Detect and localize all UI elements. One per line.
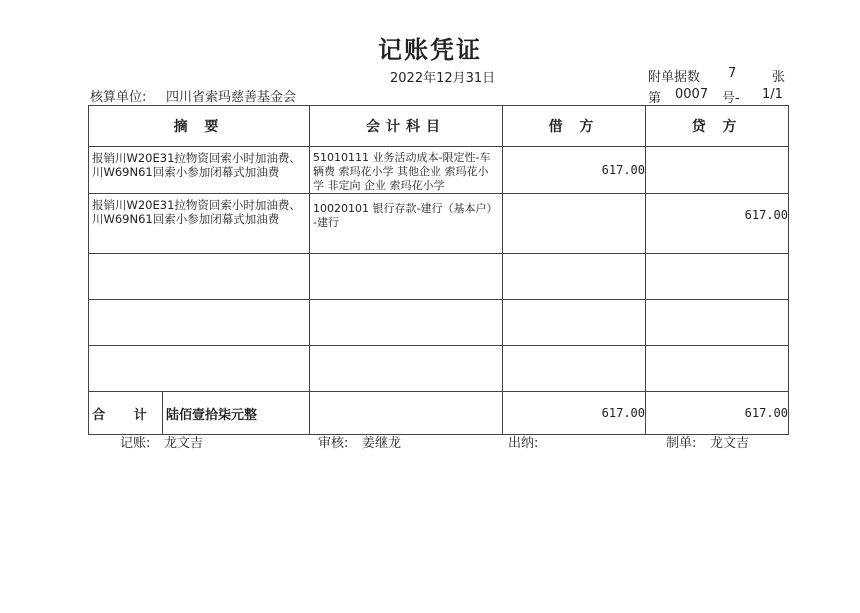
total-debit: 617.00 [503, 392, 646, 435]
debit-cell [503, 254, 646, 300]
cashier-label: 出纳: [508, 436, 539, 451]
summary-text: 报销川W20E31拉物资回索小时加油费、川W69N61回索小参加闭幕式加油费 [92, 151, 301, 179]
debit-cell [503, 346, 646, 392]
table-row [89, 147, 789, 194]
voucher-table [88, 105, 789, 435]
column-header-account: 会计科目 [310, 106, 503, 147]
debit-cell: 617.00 [503, 147, 646, 194]
org-label: 核算单位: [90, 90, 147, 105]
account-text: 10020101 银行存款-建行（基本户）-建行 [313, 202, 498, 229]
account-cell [310, 300, 503, 346]
summary-text: 报销川W20E31拉物资回索小时加油费、川W69N61回索小参加闭幕式加油费 [92, 198, 301, 226]
debit-cell [503, 194, 646, 254]
account-cell [310, 254, 503, 300]
summary-cell [89, 194, 310, 254]
debit-cell [503, 300, 646, 346]
column-header-credit: 贷 方 [646, 106, 789, 147]
reviewer-label: 审核: [318, 436, 349, 451]
voucher-page: 1/1 [762, 87, 783, 102]
summary-cell [89, 254, 310, 300]
total-row [89, 392, 789, 435]
total-amount-in-words: 陆佰壹拾柒元整 [166, 407, 258, 423]
total-label: 合 计 [89, 392, 163, 434]
total-account-cell [310, 392, 503, 435]
credit-cell: 617.00 [646, 194, 789, 254]
account-cell [310, 147, 503, 194]
table-row [89, 300, 789, 346]
credit-cell [646, 147, 789, 194]
preparer-label: 制单: [666, 436, 697, 451]
credit-cell [646, 300, 789, 346]
attachments-unit: 张 [772, 70, 786, 85]
org-name: 四川省索玛慈善基金会 [166, 90, 297, 105]
summary-cell [89, 346, 310, 392]
account-cell [310, 346, 503, 392]
attachments-label: 附单据数 [648, 70, 701, 85]
table-row [89, 194, 789, 254]
bookkeeper-label: 记账: [120, 436, 151, 451]
credit-cell [646, 346, 789, 392]
column-header-summary: 摘 要 [89, 106, 310, 147]
voucher-number: 0007 [675, 87, 709, 102]
table-row [89, 254, 789, 300]
attachments-count: 7 [728, 66, 737, 81]
summary-cell [89, 300, 310, 346]
credit-cell [646, 254, 789, 300]
voucher-header-row [89, 106, 789, 147]
preparer-name: 龙文吉 [710, 436, 750, 451]
reviewer-name: 姜继龙 [362, 436, 402, 451]
voucher-title: 记账凭证 [378, 36, 482, 64]
total-cell [89, 392, 310, 435]
voucher-date: 2022年12月31日 [390, 71, 496, 86]
bookkeeper-name: 龙文吉 [164, 436, 204, 451]
account-text: 51010111 业务活动成本-限定性-车辆费 索玛花小学 其他企业 索玛花小学 非定向 企业 索玛花小学 [313, 151, 491, 192]
column-header-debit: 借 方 [503, 106, 646, 147]
total-credit: 617.00 [646, 392, 789, 435]
voucher-number-prefix: 第 [648, 91, 662, 106]
table-row [89, 346, 789, 392]
summary-cell [89, 147, 310, 194]
voucher-number-suffix: 号- [722, 91, 740, 106]
account-cell [310, 194, 503, 254]
